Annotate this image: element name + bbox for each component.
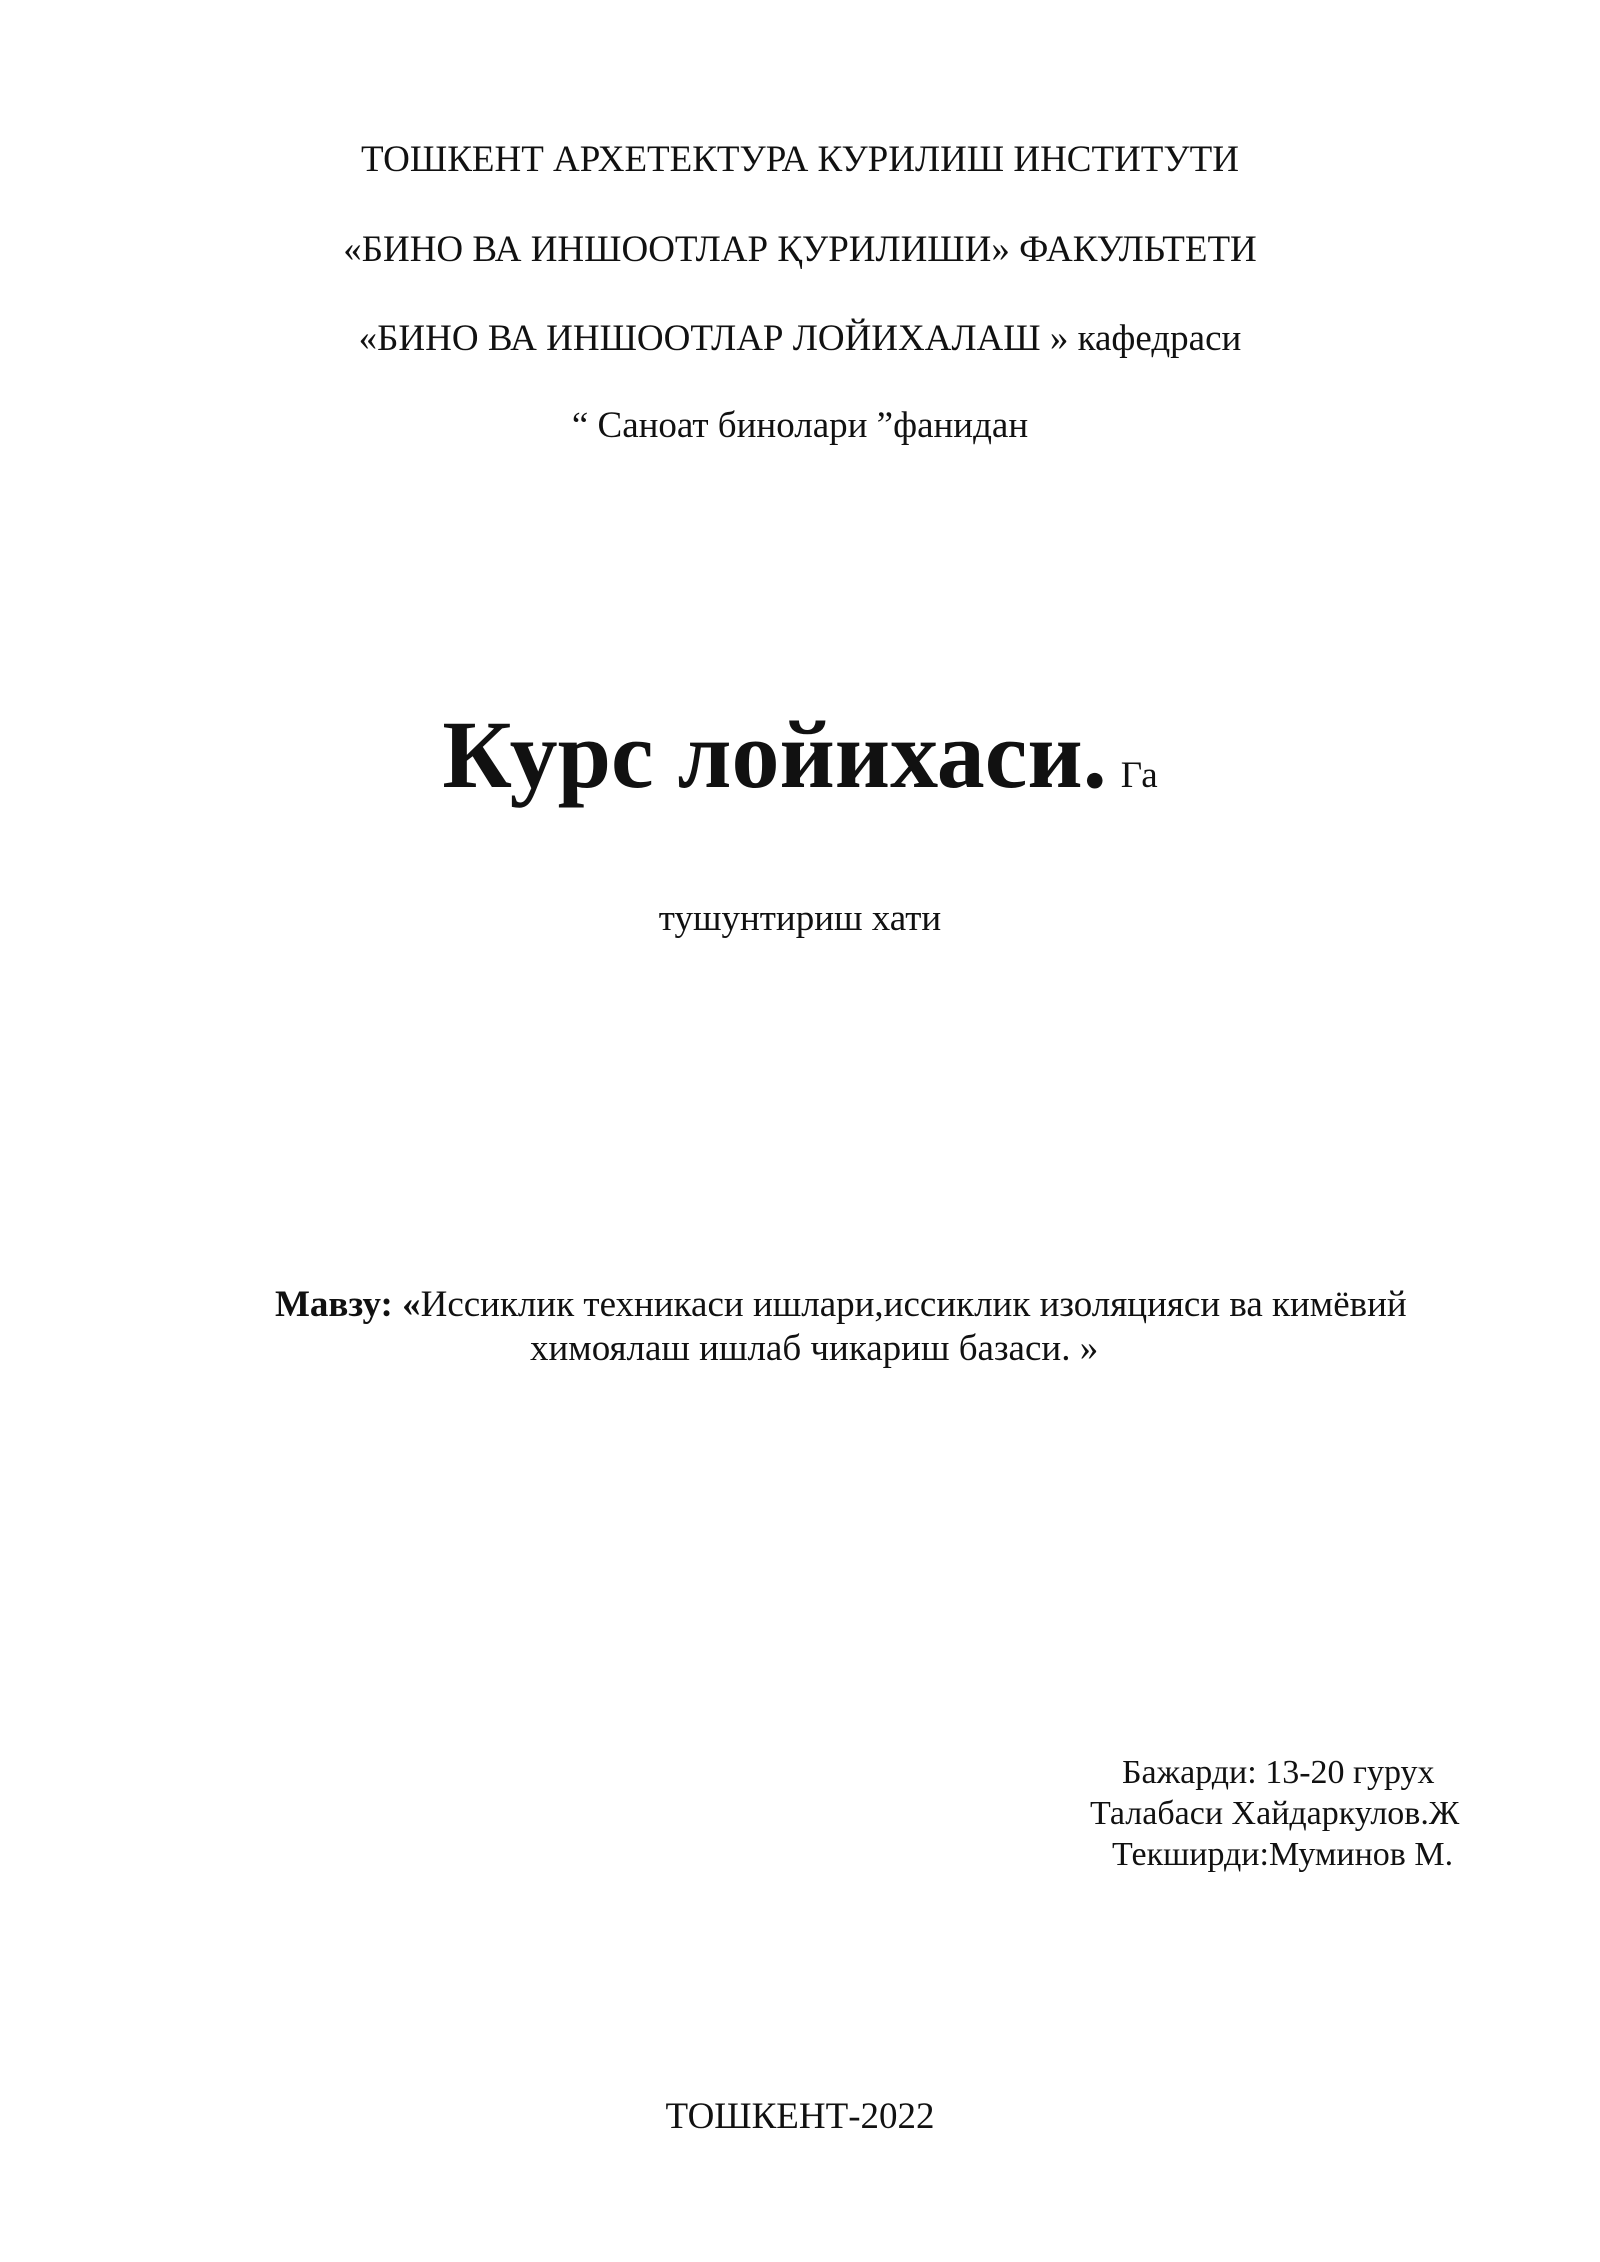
document-title (0, 700, 1600, 810)
document-subtitle: тушунтириш хати (658, 898, 942, 939)
subject-name: “ Саноат бинолари ”фанидан (571, 405, 1029, 446)
topic-line-1 (275, 1283, 1425, 1327)
student-name: Талабаси Хайдаркулов.Ж (1090, 1795, 1460, 1832)
footer-city-year: ТОШКЕНТ-2022 (665, 2096, 935, 2137)
topic-block (275, 1283, 1425, 1371)
topic-line-2: химоялаш ишлаб чикариш базаси. » (530, 1328, 1099, 1369)
topic-label: Мавзу: « (275, 1284, 421, 1325)
department-name: «БИНО ВА ИНШООТЛАР ЛОЙИХАЛАШ » кафедраси (358, 318, 1242, 359)
institute-name: ТОШКЕНТ АРХЕТЕКТУРА КУРИЛИШ ИНСТИТУТИ (361, 139, 1239, 180)
checked-by: Текширди:Муминов М. (1112, 1836, 1454, 1873)
faculty-name: «БИНО ВА ИНШООТЛАР ҚУРИЛИШИ» ФАКУЛЬТЕТИ (343, 229, 1257, 270)
title-suffix: Га (1120, 755, 1158, 796)
signature-block (1060, 1752, 1459, 1875)
performed-by: Бажарди: 13-20 гурух (1122, 1754, 1435, 1791)
topic-text-1: Иссиклик техникаси ишлари,иссиклик изоляцияси ва кимёвий (420, 1284, 1407, 1325)
title-main: Курс лойихаси. (442, 701, 1107, 808)
